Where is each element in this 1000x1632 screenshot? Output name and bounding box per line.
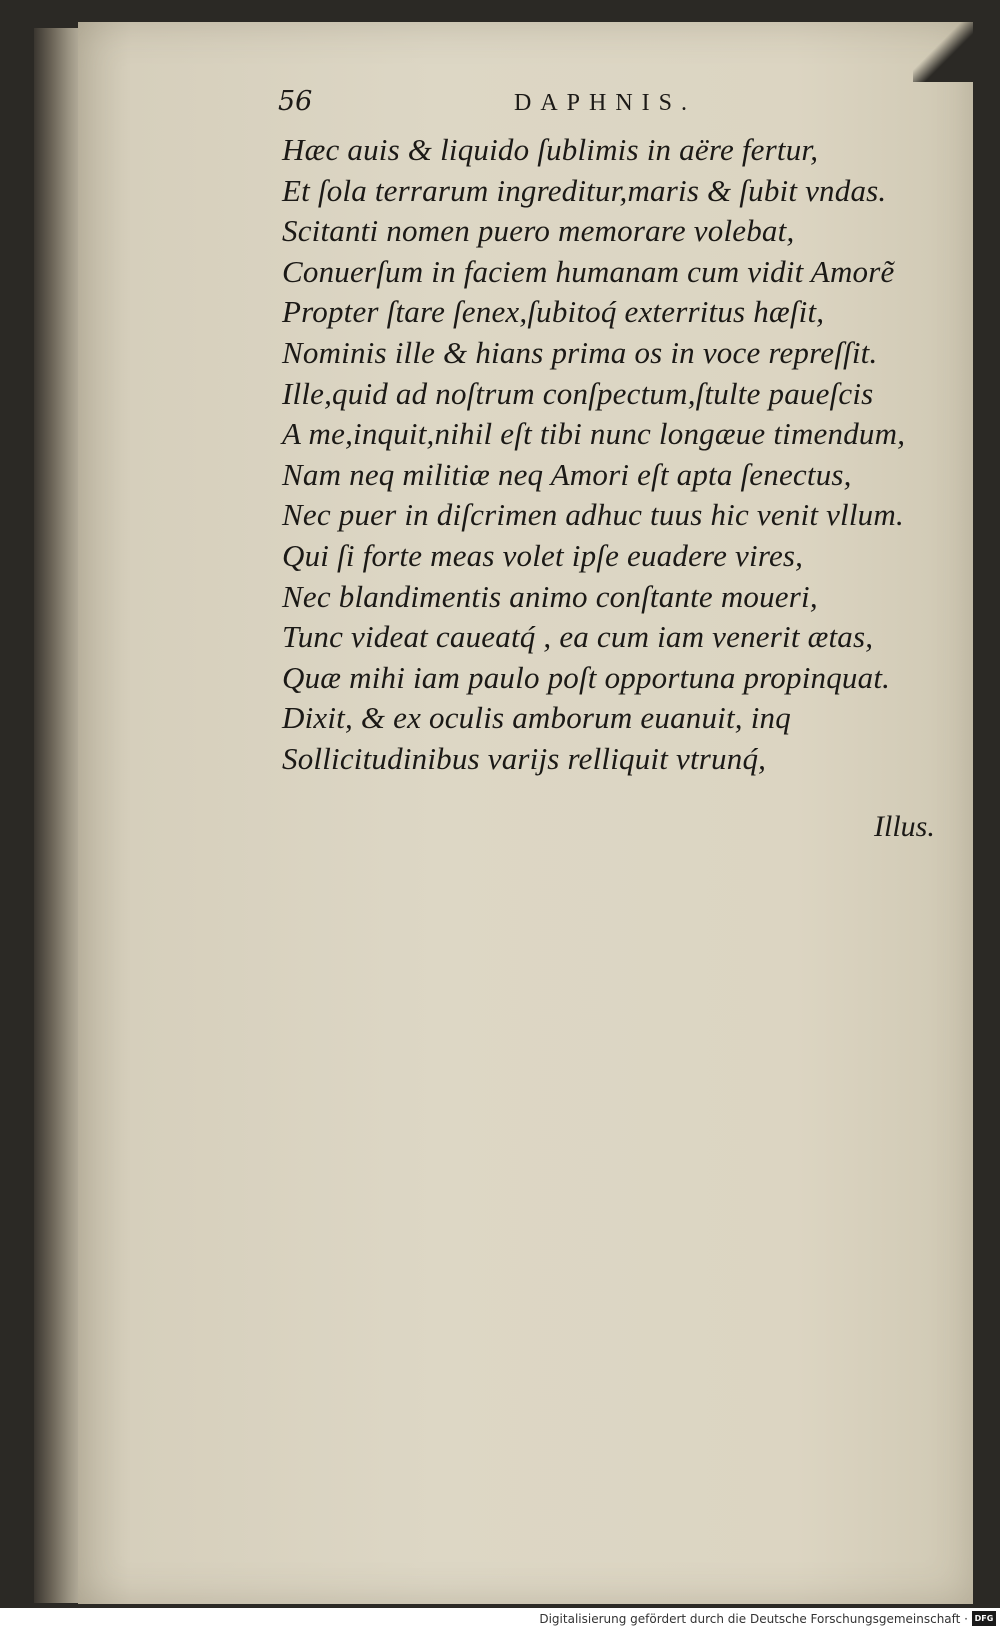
funding-credit: Digitalisierung gefördert durch die Deutsche Forschungsgemeinschaft · <box>539 1612 968 1626</box>
verse-line: A me,inquit,nihil eſt tibi nunc longæue timendum, <box>282 416 906 452</box>
verse-block <box>282 130 962 780</box>
catchword: Illus. <box>874 810 935 843</box>
book-gutter <box>34 28 84 1603</box>
verse-line: Scitanti nomen puero memorare volebat, <box>282 213 795 249</box>
page-number: 56 <box>278 86 313 117</box>
verse-line: Dixit, & ex oculis amborum euanuit, inq <box>282 700 791 736</box>
running-title: DAPHNIS. <box>514 90 697 116</box>
verse-line: Propter ſtare ſenex,ſubitoq́ exterritus hæſit, <box>282 294 825 330</box>
verse-line: Quæ mihi iam paulo poſt opportuna propinquat. <box>282 659 891 695</box>
verse-line: Qui ſi forte meas volet ipſe euadere vires, <box>282 537 804 573</box>
verse-line: Hæc auis & liquido ſublimis in aëre fertur, <box>282 132 819 167</box>
verse-line: Nominis ille & hians prima os in voce repreſſit. <box>282 334 878 370</box>
footer-bar <box>0 1608 1000 1632</box>
verse-line: Tunc videat caueatq́ , ea cum iam venerit ætas, <box>282 619 874 655</box>
verse-line: Nec blandimentis animo conſtante moueri, <box>282 578 818 614</box>
verse-line: Sollicitudinibus varijs relliquit vtrunq́, <box>282 740 767 776</box>
verse-line: Et ſola terrarum ingreditur,maris & ſubit vndas. <box>282 172 887 208</box>
verse-line: Nam neq militiæ neq Amori eſt apta ſenectus, <box>282 456 852 492</box>
page-corner-shadow <box>913 22 973 82</box>
dfg-logo-icon: DFG <box>972 1611 996 1626</box>
verse-line: Nec puer in diſcrimen adhuc tuus hic venit vllum. <box>282 497 904 533</box>
verse-line: Conuerſum in faciem humanam cum vidit Amorẽ <box>282 253 895 289</box>
verse-line: Ille,quid ad noſtrum conſpectum,ſtulte paueſcis <box>282 375 874 411</box>
page-header <box>278 86 718 122</box>
